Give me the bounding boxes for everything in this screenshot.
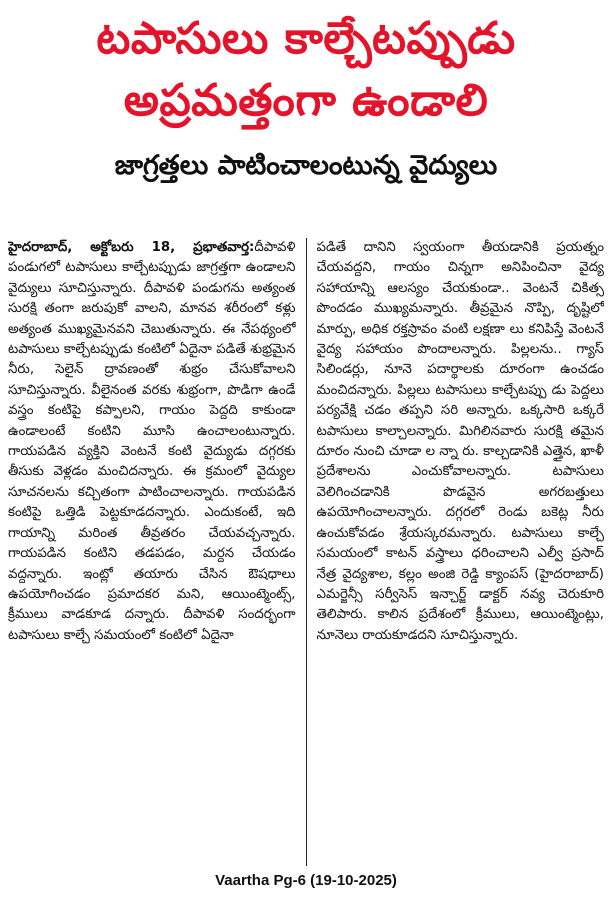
subheadline: జాగ్రత్తలు పాటించాలంటున్న వైద్యులు (114, 150, 498, 181)
column-2-paragraph: పడితే దానిని స్వయంగా తీయడానికి ప్రయత్నం చేయవద్దని, గాయం చిన్నగా అనిపించినా వైద్య సహాయాన్ని ఆలస్యం చేయకుండా.. వెంటనే చికిత్స పొందడం ముఖ్యమన్నారు. తీవ్రమైన నొప్పి, దృష్టిలో మార్పు, అధిక రక్తస్రావం వంటి లక్షణా లు కనిపిస్తే వెంటనే వైద్య సహాయం పొందాలన్నారు. పిల్లలను.. గ్యాస్ సిలిండర్లు, నూనె పదార్థాలకు దూరంగా ఉంచడం మంచిదన్నారు. పిల్లలు టపాసులు కాల్చేటప్పు డు పెద్దలు పర్యవేక్షి చడం తప్పని సరి అన్నారు. ఒక్కసారి ఒక్కరే టపాసులు కాల్చాలన్నారు. మిగిలినవారు సురక్షి తమైన దూరం నుంచి చూడా ల న్నా రు. కాల్చడానికి ఎత్తైన, ఖాళీ ప్రదేశాలను ఎంచుకోవాలన్నారు. టపాసులు వెలిగించడానికి పొడవైన అగరబత్తులు ఉపయోగించాలన్నారు. దగ్గరలో రెండు బకెట్ల నీరు ఉంచుకోవడం శ్రేయస్కరమన్నారు. టపాసులు కాల్చే సమయంలో కాటన్ వస్త్రాలు ధరించాలని ఎల్వీ ప్రసాద్ నేత్ర వైద్యశాల, కల్లం అంజి రెడ్డి క్యాంపస్ (హైదరాబాద్) ఎమర్జెన్సీ సర్వీసెస్ ఇన్చార్జ్ డాక్టర్ నవ్య చెరుకూరి తెలిపారు. కాలిన ప్రదేశంలో క్రీములు, ఆయింట్మెంట్లు, నూనెలు రాయకూడదని సూచిస్తున్నారు. (316, 240, 604, 643)
headline-line-1: టపాసులు కాల్చేటప్పుడు (96, 13, 516, 64)
article-body (8, 238, 604, 866)
column-divider (306, 238, 307, 866)
article-column-1 (8, 238, 296, 866)
article-column-2 (317, 238, 605, 866)
article-column-1-text (8, 238, 296, 646)
headline-line-2: అప్రమత్తంగా ఉండాలి (123, 75, 489, 126)
source-footer: Vaartha Pg-6 (19-10-2025) (215, 872, 397, 889)
column-1-paragraph: దీపావళి పండుగలో టపాసులు కాల్చేటప్పుడు జాగ్రత్తగా ఉండాలని వైద్యులు సూచిస్తున్నారు. దీపావళి పండుగను అత్యంత సురక్షి తంగా జరుపుకో వాలని, మానవ శరీరంలో కళ్లు అత్యంత ముఖ్యమైనవని చెబుతున్నారు. ఈ నేపథ్యంలో టపాసులు కాల్చేటప్పుడు కంటిలో ఏదైనా పడితే శుభ్రమైన నీరు, సెలైన్ ద్రావణంతో శుభ్రం చేసుకోవాలని సూచిస్తున్నారు. వీలైనంత వరకు శుభ్రంగా, పొడిగా ఉండే వస్త్రం కంటిపై కప్పాలని, గాయం పెద్దది కాకుండా ఉండాలంటే కంటిని మూసి ఉంచాలంటున్నారు. గాయపడిన వ్యక్తిని వెంటనే కంటి వైద్యుడు దగ్గరకు తీసుకు వెళ్లడం మంచిదన్నారు. ఈ క్రమంలో వైద్యుల సూచనలను కచ్చితంగా పాటించాలన్నారు. గాయపడిన కంటిపై ఒత్తిడి పెట్టకూడదన్నారు. ఎందుకంటే, ఇది గాయాన్ని మరింత తీవ్రతరం చేయవచ్చన్నారు. గాయపడిన కంటిని తడపడం, మర్దన చేయడం వద్దన్నారు. ఇంట్లో తయారు చేసిన ఔషధాలు ఉపయోగించడం ప్రమాదకర మని, ఆయింట్మెంట్స్, క్రీములు వాడకూడ దన్నారు. దీపావళి సందర్భంగా టపాసులు కాల్చే సమయంలో కంటిలో ఏదైనా (8, 240, 296, 643)
dateline: హైదరాబాద్, అక్టోబరు 18, ప్రభాతవార్త: (8, 240, 255, 255)
